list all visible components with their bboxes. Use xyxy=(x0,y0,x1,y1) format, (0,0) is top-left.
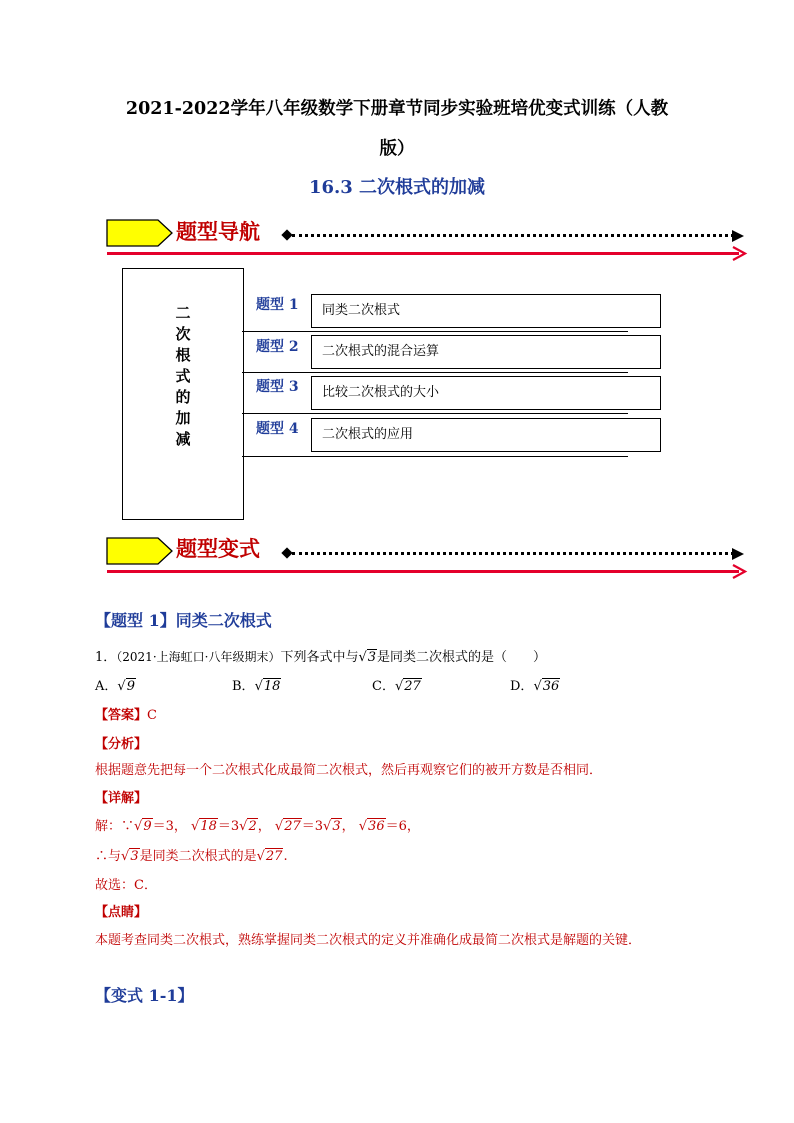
comment-text: 本题考查同类二次根式，熟练掌握同类二次根式的定义并准确化成最简二次根式是解题的关键． xyxy=(95,933,642,948)
detail-tag: 【详解】 xyxy=(95,791,148,806)
yellow-tab-icon xyxy=(106,218,174,248)
topic-label-3: 题型 3 xyxy=(256,379,299,395)
question-source: （2021·上海虹口·八年级期末） xyxy=(116,650,281,664)
sqrt-expression: √27 xyxy=(274,819,301,834)
topic-box-vertical-text xyxy=(173,303,193,450)
red-rule xyxy=(107,570,739,573)
topic-connector-line xyxy=(242,456,628,457)
topic-connector-line xyxy=(242,413,628,414)
sqrt-expression: √9 xyxy=(134,819,152,834)
red-arrow-icon xyxy=(732,246,748,262)
topic-box xyxy=(122,268,244,520)
topic-char: 减 xyxy=(175,430,191,448)
section-heading: 【题型 1】同类二次根式 xyxy=(95,611,272,630)
diamond-icon xyxy=(281,229,292,240)
sqrt-expression: √18 xyxy=(254,679,281,694)
answer-tag: 【答案】 xyxy=(95,708,148,723)
solution-line-2: ∴与√3是同类二次根式的是√27. xyxy=(95,849,288,864)
diamond-icon xyxy=(281,547,292,558)
topic-char: 二 xyxy=(175,304,191,322)
nav-banner-label: 题型导航 xyxy=(176,219,260,244)
variant-banner-label: 题型变式 xyxy=(176,536,260,561)
topic-item-3[interactable]: 比较二次根式的大小 xyxy=(311,376,661,410)
sqrt-expression: √36 xyxy=(533,679,560,694)
red-rule xyxy=(107,252,739,255)
topic-label-4: 题型 4 xyxy=(256,421,299,437)
sqrt-expression: √3 xyxy=(121,849,139,864)
option-c[interactable]: C．√27 xyxy=(372,679,421,694)
sqrt-expression: √27 xyxy=(256,849,283,864)
comment-tag: 【点睛】 xyxy=(95,905,148,920)
answer-value: C xyxy=(147,708,157,723)
option-b[interactable]: B．√18 xyxy=(232,679,281,694)
sqrt-expression: √3 xyxy=(323,819,341,834)
sqrt-expression: √9 xyxy=(117,679,135,694)
doc-title-line2: 版） xyxy=(379,139,415,159)
analysis-tag: 【分析】 xyxy=(95,737,148,752)
option-a[interactable]: A．√9 xyxy=(95,679,135,694)
answer-line xyxy=(95,707,157,725)
red-arrow-icon xyxy=(732,564,748,580)
topic-item-4[interactable]: 二次根式的应用 xyxy=(311,418,661,452)
solution-line-1: 解：∵√9＝3， √18＝3√2， √27＝3√3， √36＝6， xyxy=(95,819,420,834)
option-d[interactable]: D．√36 xyxy=(510,679,560,694)
sqrt-expression: √36 xyxy=(358,819,385,834)
dotted-rule xyxy=(292,234,734,237)
question-text-before: 下列各式中与 xyxy=(280,650,359,665)
question-text-after: 是同类二次根式的是（ ） xyxy=(377,650,547,665)
topic-char: 根 xyxy=(175,346,191,364)
doc-title-line1: 2021-2022学年八年级数学下册章节同步实验班培优变式训练（人教 xyxy=(125,99,669,119)
sqrt-expression: √18 xyxy=(191,819,217,834)
topic-char: 次 xyxy=(175,325,191,343)
variant-heading: 【变式 1-1】 xyxy=(95,986,194,1005)
topic-label-1: 题型 1 xyxy=(256,297,299,313)
topic-connector-line xyxy=(242,372,628,373)
topic-label-2: 题型 2 xyxy=(256,339,299,355)
topic-item-1[interactable]: 同类二次根式 xyxy=(311,294,661,328)
question-number: 1． xyxy=(95,650,117,665)
topic-connector-line xyxy=(242,331,628,332)
section-title: 16.3 二次根式的加减 xyxy=(308,177,486,198)
topic-char: 式 xyxy=(175,367,191,385)
topic-char: 的 xyxy=(175,388,191,406)
solution-line-3: 故选：C． xyxy=(95,878,157,893)
arrow-right-icon xyxy=(732,547,746,561)
sqrt-expression: √3 xyxy=(358,650,377,665)
dotted-rule xyxy=(292,552,734,555)
arrow-right-icon xyxy=(732,229,746,243)
yellow-tab-icon xyxy=(106,536,174,566)
sqrt-expression: √2 xyxy=(239,819,257,834)
analysis-text: 根据题意先把每一个二次根式化成最简二次根式，然后再观察它们的被开方数是否相同． xyxy=(95,763,603,778)
question-1 xyxy=(95,648,546,667)
sqrt-expression: √27 xyxy=(394,679,421,694)
topic-char: 加 xyxy=(175,409,191,427)
topic-item-2[interactable]: 二次根式的混合运算 xyxy=(311,335,661,369)
